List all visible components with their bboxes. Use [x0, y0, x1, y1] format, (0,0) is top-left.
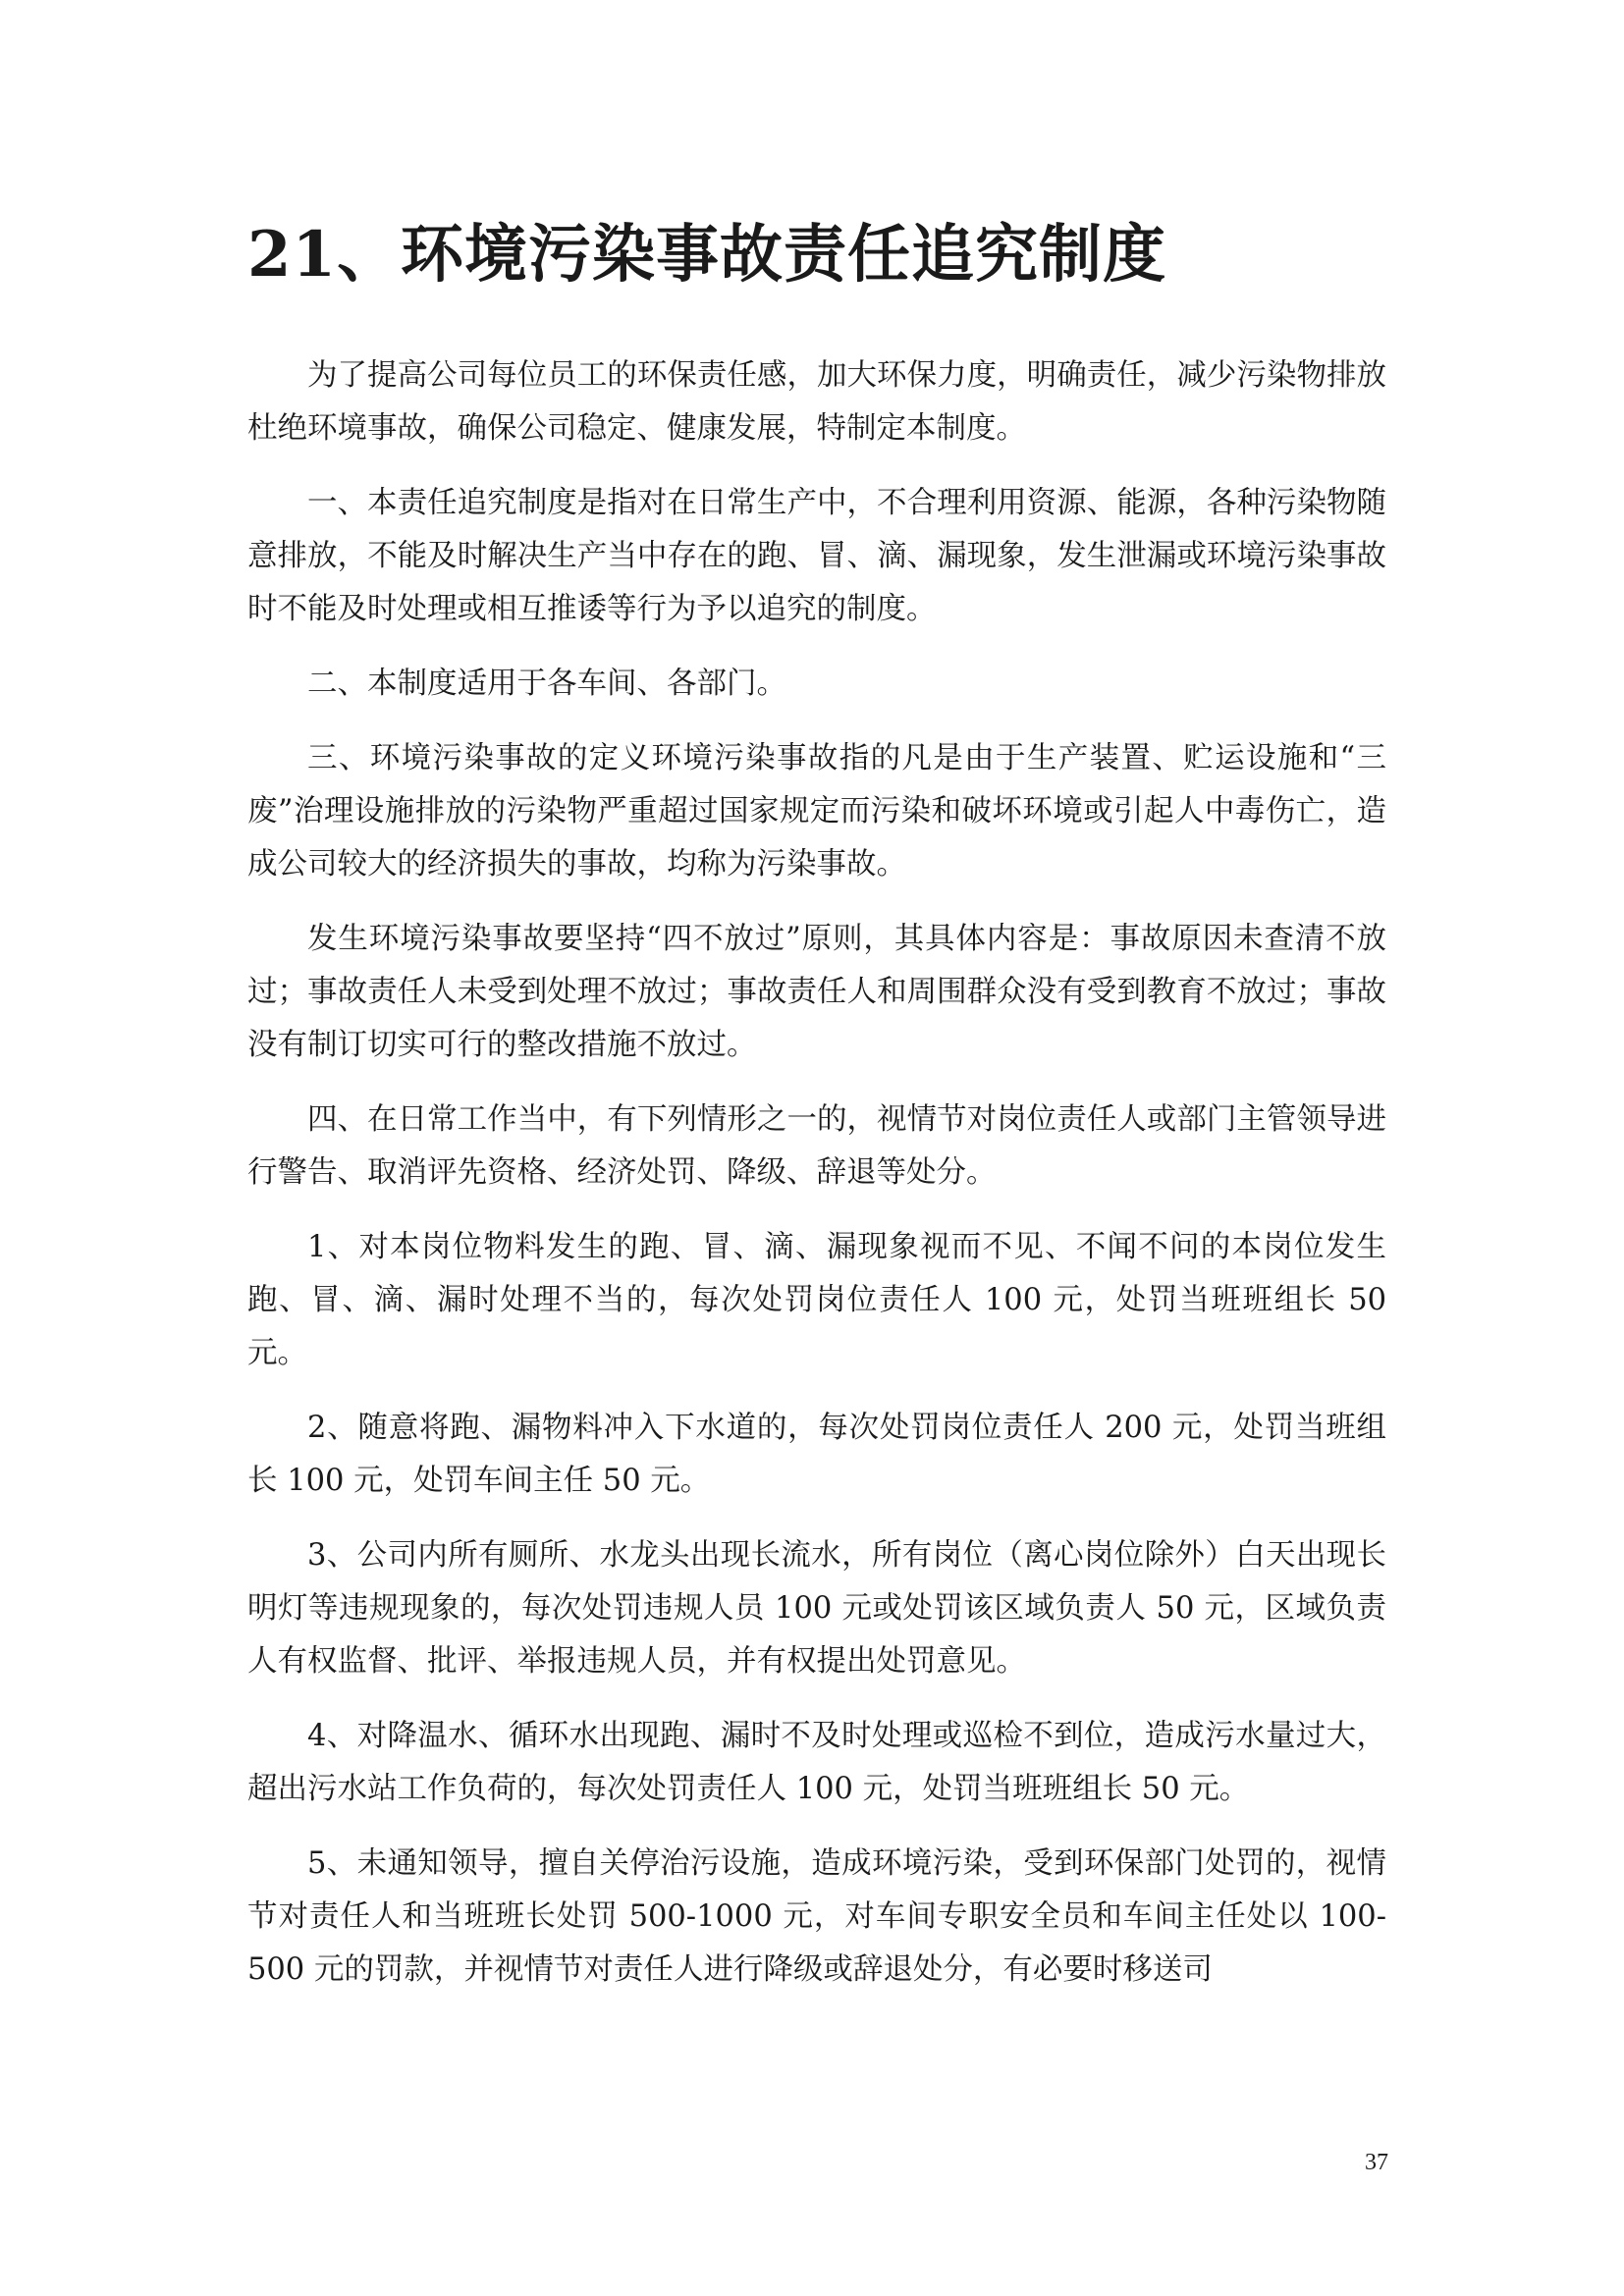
paragraph-intro: 为了提高公司每位员工的环保责任感，加大环保力度，明确责任，减少污染物排放杜绝环境事故，确保公司稳定、健康发展，特制定本制度。: [247, 358, 1386, 446]
paragraph-penalty-2: 2、随意将跑、漏物料冲入下水道的，每次处罚岗位责任人 200 元，处罚当班组长 100 元，处罚车间主任 50 元。: [247, 1411, 1386, 1498]
paragraph-penalty-1: 1、对本岗位物料发生的跑、冒、滴、漏现象视而不见、不闻不问的本岗位发生跑、冒、滴、漏时处理不当的，每次处罚岗位责任人 100 元，处罚当班班组长 50 元。: [247, 1230, 1386, 1370]
paragraph-penalty-3: 3、公司内所有厕所、水龙头出现长流水，所有岗位（离心岗位除外）白天出现长明灯等违规现象的，每次处罚违规人员 100 元或处罚该区域负责人 50 元，区域负责人有权监督、批评、举报违规人员，并有权提出处罚意见。: [247, 1538, 1386, 1679]
paragraph-penalty-4: 4、对降温水、循环水出现跑、漏时不及时处理或巡检不到位，造成污水量过大，超出污水站工作负荷的，每次处罚责任人 100 元，处罚当班班组长 50 元。: [247, 1719, 1386, 1806]
paragraph-accident-definition: 三、环境污染事故的定义环境污染事故指的凡是由于生产装置、贮运设施和“三废”治理设施排放的污染物严重超过国家规定而污染和破坏环境或引起人中毒伤亡，造成公司较大的经济损失的事故，均称为污染事故。: [247, 741, 1386, 881]
page-number: 37: [1365, 2150, 1388, 2175]
paragraph-applicability: 二、本制度适用于各车间、各部门。: [307, 667, 786, 701]
document-title: 21、环境污染事故责任追究制度: [247, 218, 1167, 292]
paragraph-scope-definition: 一、本责任追究制度是指对在日常生产中，不合理利用资源、能源，各种污染物随意排放，不能及时解决生产当中存在的跑、冒、滴、漏现象，发生泄漏或环境污染事故时不能及时处理或相互推诿等行为予以追究的制度。: [247, 486, 1386, 626]
paragraph-four-principles: 发生环境污染事故要坚持“四不放过”原则，其具体内容是：事故原因未查清不放过；事故责任人未受到处理不放过；事故责任人和周围群众没有受到教育不放过；事故没有制订切实可行的整改措施不放过。: [247, 922, 1386, 1062]
document-body: [247, 349, 1386, 2018]
paragraph-penalty-5: 5、未通知领导，擅自关停治污设施，造成环境污染，受到环保部门处罚的，视情节对责任人和当班班长处罚 500-1000 元，对车间专职安全员和车间主任处以 100-500 元的罚款，并视情节对责任人进行降级或辞退处分，有必要时移送司: [247, 1846, 1386, 1987]
paragraph-penalty-intro: 四、在日常工作当中，有下列情形之一的，视情节对岗位责任人或部门主管领导进行警告、取消评先资格、经济处罚、降级、辞退等处分。: [247, 1102, 1386, 1190]
